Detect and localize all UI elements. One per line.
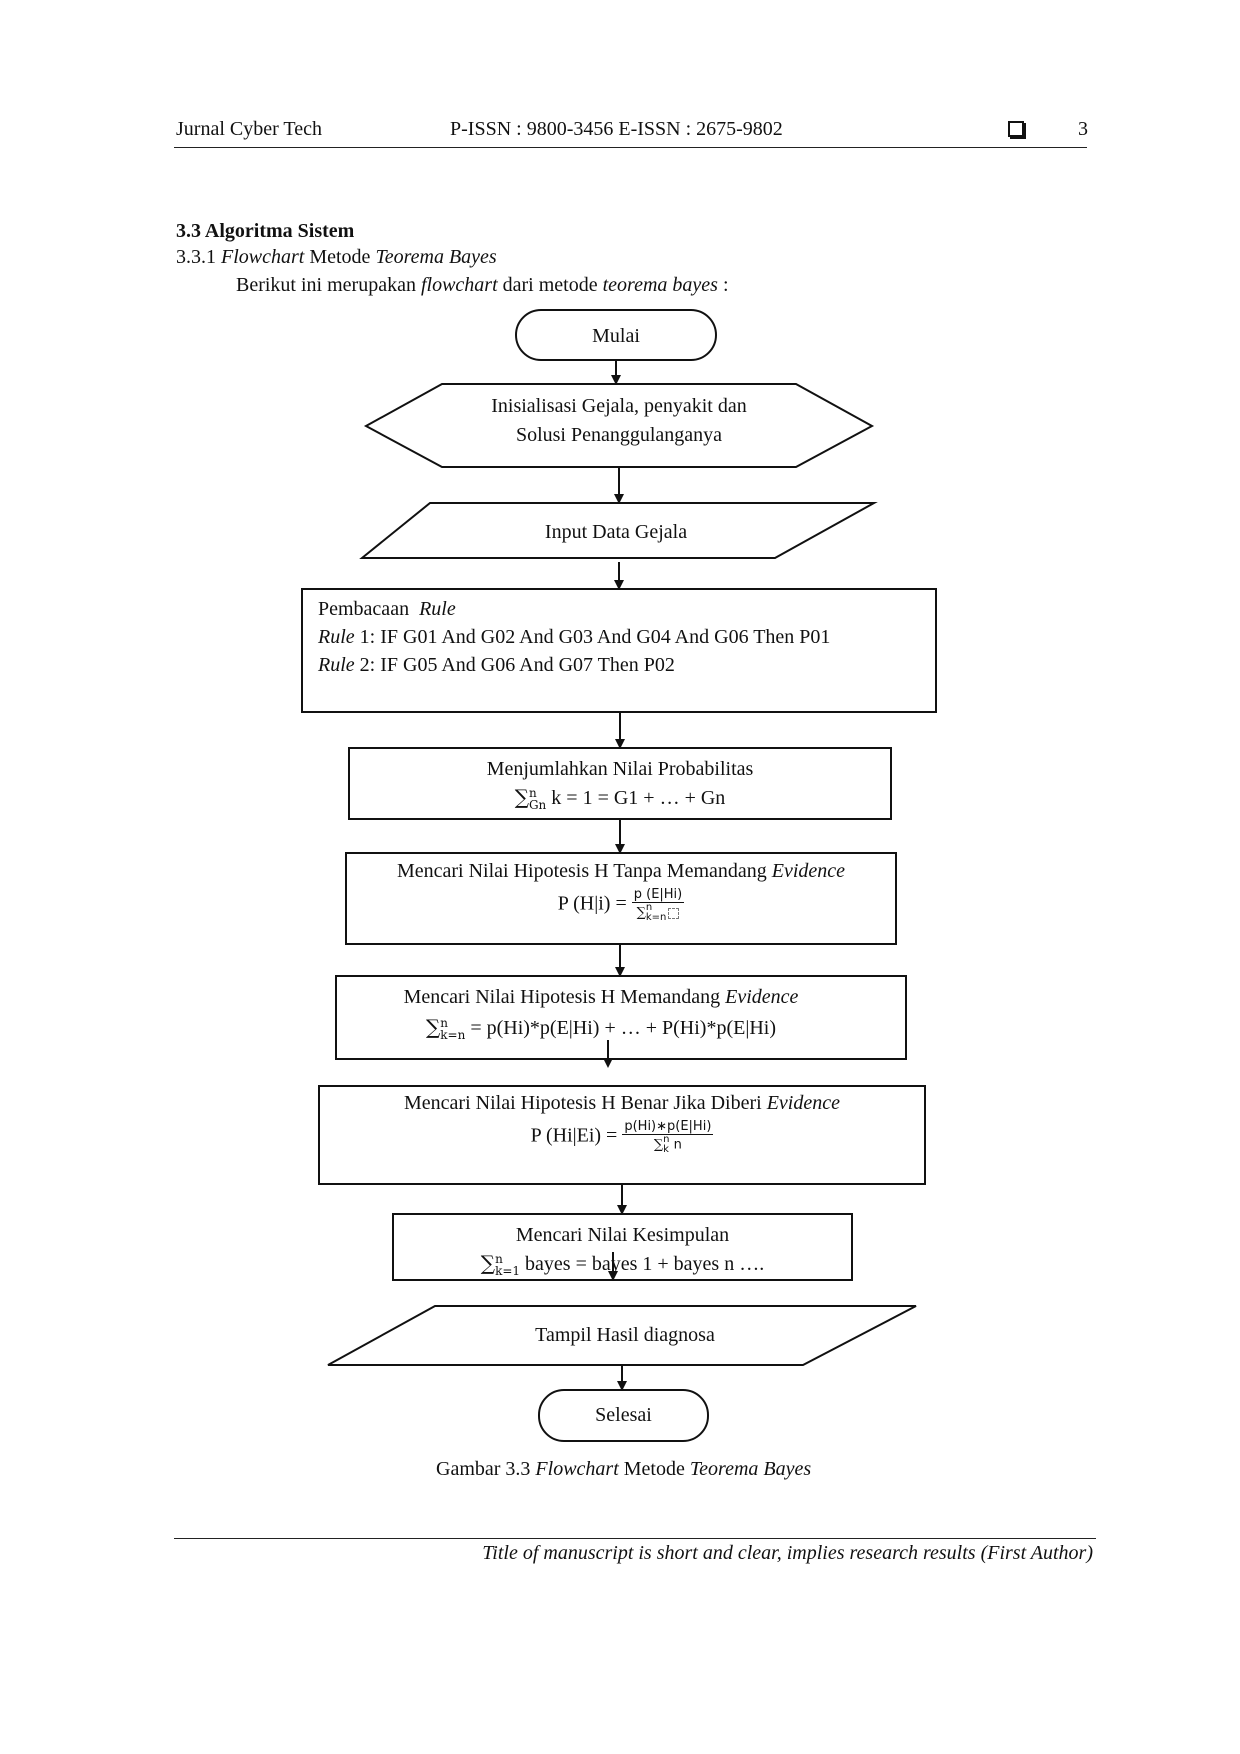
sum-formula: ∑ n Gn k = 1 = G1 + … + Gn [514, 785, 726, 813]
intro-post: : [722, 274, 729, 296]
page-number: 3 [1078, 118, 1088, 140]
conclusion-label [393, 1221, 852, 1278]
intro-pre: Berikut ini merupakan [236, 274, 416, 296]
intro-italic-2: teorema bayes [602, 274, 718, 296]
sum-title: Menjumlahkan Nilai Probabilitas [486, 758, 754, 780]
subsection-mid: Metode [309, 246, 371, 268]
init-line-2: Solusi Penanggulanganya [515, 424, 723, 446]
journal-name: Jurnal Cyber Tech [176, 118, 322, 140]
section-heading: 3.3 Algoritma Sistem [176, 220, 355, 242]
posterior-label [319, 1092, 925, 1155]
start-label: Mulai [592, 325, 640, 347]
conclusion-title: Mencari Nilai Kesimpulan [515, 1224, 730, 1246]
prior-title: Mencari Nilai Hipotesis H Tanpa Memandang Evidence [396, 860, 846, 882]
init-label [442, 392, 796, 450]
output-label: Tampil Hasil diagnosa [535, 1324, 715, 1346]
rule-1: Rule 1: IF G01 And G02 And G03 And G04 And G06 Then P01 [318, 626, 831, 648]
end-label: Selesai [595, 1404, 652, 1426]
issn-info: P-ISSN : 9800-3456 E-ISSN : 2675-9802 [450, 118, 783, 140]
rule-block [318, 595, 830, 679]
figure-caption: Gambar 3.3 Flowchart Metode Teorema Bayes [436, 1458, 812, 1480]
evidence-label [336, 982, 866, 1043]
subsection-italic-1: Flowchart [221, 246, 305, 268]
footer-text: Title of manuscript is short and clear, implies research results (First Author) [482, 1542, 1093, 1564]
subsection-italic-2: Teorema Bayes [375, 246, 497, 268]
intro-mid: dari metode [502, 274, 598, 296]
init-line-1: Inisialisasi Gejala, penyakit dan [491, 395, 747, 417]
sum-label [349, 755, 891, 812]
prior-label [346, 860, 896, 923]
prior-formula: P (H|i) = p (E|Hi) ∑ n k=n [557, 887, 683, 923]
conclusion-formula: ∑ n k=1 bayes = bayes 1 + bayes n …. [480, 1251, 765, 1279]
posterior-title: Mencari Nilai Hipotesis H Benar Jika Diberi Evidence [404, 1092, 840, 1114]
posterior-formula: P (Hi|Ei) = p(Hi)∗p(E|Hi) ∑ n k n [530, 1119, 712, 1155]
intro-italic-1: flowchart [420, 274, 498, 296]
rule-2: Rule 2: IF G05 And G06 And G07 Then P02 [318, 654, 675, 676]
rule-title: Pembacaan Rule [318, 598, 456, 620]
evidence-title: Mencari Nilai Hipotesis H Memandang Evidence [403, 986, 799, 1008]
evidence-formula: ∑ n k=n = p(Hi)*p(E|Hi) + … + P(Hi)*p(E|Hi) [425, 1015, 777, 1043]
input-label: Input Data Gejala [544, 521, 688, 543]
footer-divider [174, 1538, 1096, 1539]
subsection-number: 3.3.1 [176, 246, 216, 268]
